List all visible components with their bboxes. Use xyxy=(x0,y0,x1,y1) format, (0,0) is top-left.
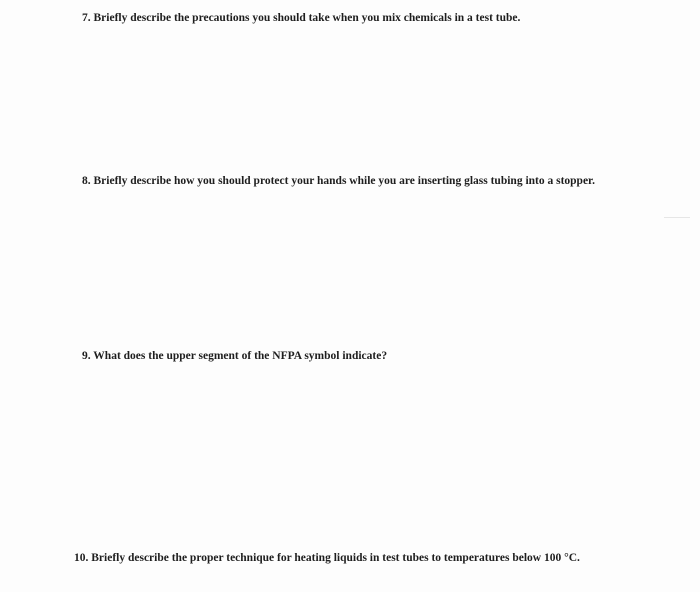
question-number: 10. xyxy=(74,552,89,564)
question-9 xyxy=(82,349,642,363)
question-8 xyxy=(82,174,610,188)
page-edge-mark xyxy=(664,217,690,218)
question-number: 9. xyxy=(82,350,91,362)
question-text: Briefly describe how you should protect your hands while you are inserting glass tubing into a stopper. xyxy=(93,175,595,187)
question-text: Briefly describe the proper technique for heating liquids in test tubes to temperatures below 100 °C. xyxy=(91,552,580,564)
question-number: 8. xyxy=(82,175,91,187)
question-7 xyxy=(82,11,642,25)
question-text: What does the upper segment of the NFPA symbol indicate? xyxy=(93,350,388,362)
question-10 xyxy=(74,551,674,565)
question-text: Briefly describe the precautions you should take when you mix chemicals in a test tube. xyxy=(93,12,521,24)
question-number: 7. xyxy=(82,12,91,24)
